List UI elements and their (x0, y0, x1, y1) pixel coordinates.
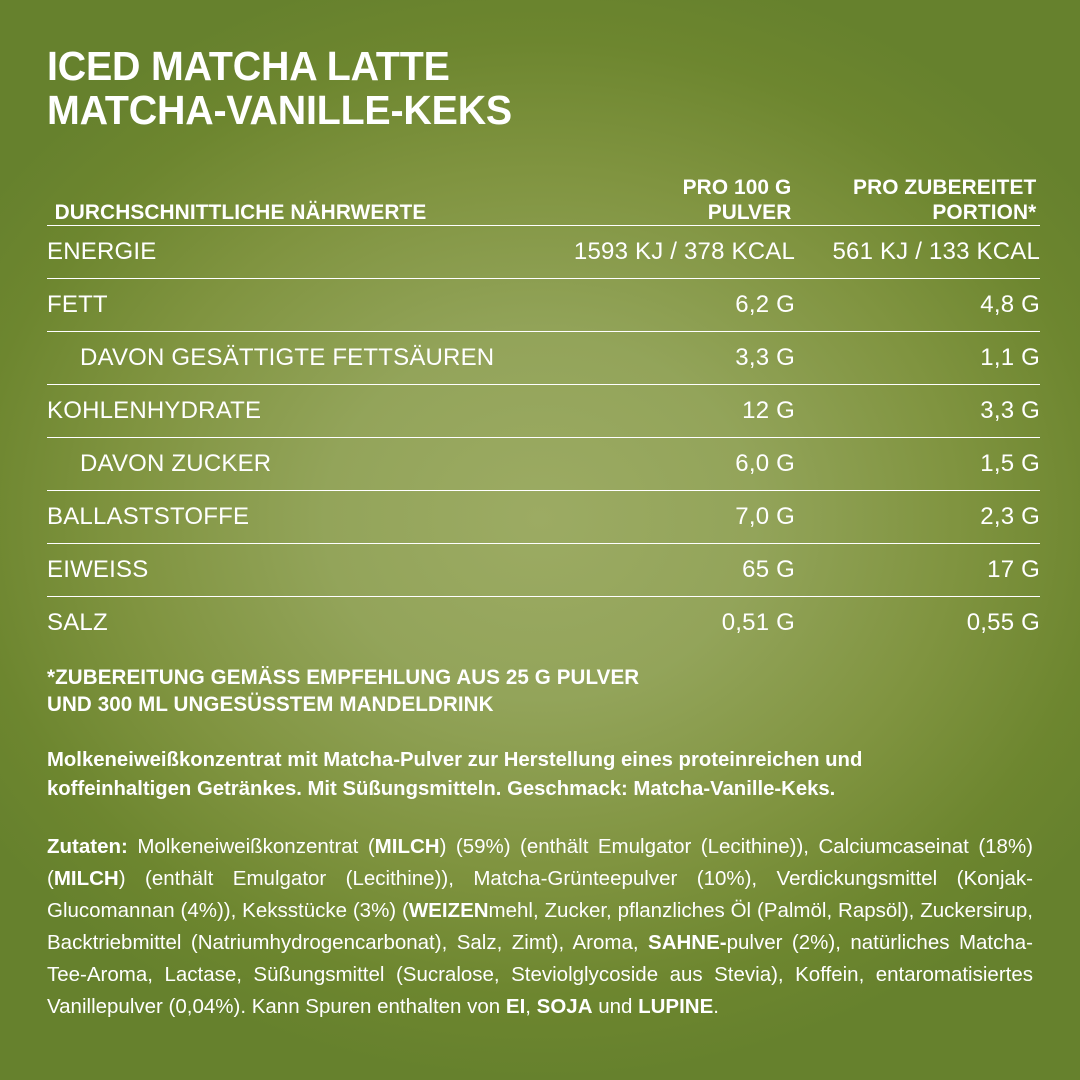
nutrient-value-per-100g: 7,0 G (552, 491, 795, 544)
nutrient-label: BALLASTSTOFFE (47, 491, 552, 544)
nutrient-value-per-100g: 12 G (552, 385, 795, 438)
product-title-line-1: ICED MATCHA LATTE (47, 43, 450, 89)
table-row (47, 385, 1040, 438)
allergen-emphasis: MILCH (53, 867, 119, 890)
allergen-emphasis: EI (505, 995, 526, 1018)
nutrient-value-per-portion: 561 KJ / 133 KCAL (795, 226, 1040, 279)
nutrient-label: EIWEISS (47, 544, 552, 597)
allergen-emphasis: WEIZEN (408, 899, 489, 922)
ingredient-text-run: und (592, 995, 639, 1018)
header-per-100g-line-2: PULVER (707, 200, 792, 224)
nutrition-table-body (47, 226, 1040, 650)
preparation-footnote-line-1: *ZUBEREITUNG GEMÄSS EMPFEHLUNG AUS 25 G PULVER (47, 666, 640, 689)
header-per-100g-line-1: PRO 100 G (682, 175, 792, 199)
table-row (47, 279, 1040, 332)
nutrient-value-per-100g: 6,0 G (552, 438, 795, 491)
allergen-emphasis: MILCH (374, 835, 440, 858)
ingredients-heading: Zutaten: (47, 835, 128, 858)
preparation-footnote-line-2: UND 300 ML UNGESÜSSTEM MANDELDRINK (47, 693, 494, 716)
table-row (47, 597, 1040, 650)
nutrient-value-per-portion: 1,1 G (795, 332, 1040, 385)
ingredient-text-run: Molkeneiweißkonzentrat ( (127, 835, 375, 858)
nutrient-value-per-portion: 3,3 G (795, 385, 1040, 438)
nutrient-value-per-portion: 2,3 G (795, 491, 1040, 544)
nutrient-value-per-100g: 6,2 G (552, 279, 795, 332)
nutrient-value-per-100g: 1593 KJ / 378 KCAL (552, 226, 795, 279)
product-title (47, 0, 1033, 132)
ingredient-text-run: , (525, 995, 537, 1018)
ingredients-text (47, 835, 1033, 1018)
ingredient-text-run: ) (59%) (enthält Emulgator (Lecithine)), Calciumcaseinat (18%) ( (47, 835, 1034, 890)
nutrient-label: KOHLENHYDRATE (47, 385, 552, 438)
ingredient-text-run: . (713, 995, 719, 1018)
nutrient-label: FETT (47, 279, 552, 332)
header-per-portion-line-2: PORTION* (932, 200, 1037, 224)
table-row (47, 438, 1040, 491)
nutrient-value-per-portion: 17 G (795, 544, 1040, 597)
table-row (47, 332, 1040, 385)
table-header-row (47, 175, 1040, 226)
table-row (47, 226, 1040, 279)
table-row (47, 491, 1040, 544)
header-per-portion-line-1: PRO ZUBEREITET (853, 175, 1037, 199)
nutrient-label: SALZ (47, 597, 552, 650)
ingredient-text-run: mehl, Zucker, pflanzliches Öl (Palmöl, Rapsöl), Zuckersirup, Backtriebmittel (Natriumhydrogencarbonat), Salz, Zimt), Aroma, (47, 899, 1033, 954)
nutrient-value-per-100g: 0,51 G (552, 597, 795, 650)
ingredients-paragraph (47, 831, 1033, 1023)
nutrient-value-per-portion: 0,55 G (795, 597, 1040, 650)
ingredient-text-run: pulver (2%), natürliches Matcha-Tee-Aroma, Lactase, Süßungsmittel (Sucralose, Steviolglycoside aus Stevia), Koffein, entaromatisiertes Vanillepulver (0,04%). Kann Spuren enthalten von (47, 931, 1033, 1018)
nutrition-table (47, 175, 1040, 649)
header-per-portion (799, 175, 1037, 226)
nutrient-value-per-100g: 65 G (552, 544, 795, 597)
table-row (47, 544, 1040, 597)
allergen-emphasis: SOJA (536, 995, 593, 1018)
nutrient-label: DAVON ZUCKER (47, 438, 552, 491)
nutrition-table-header (47, 175, 1040, 226)
allergen-emphasis: LUPINE (638, 995, 714, 1018)
nutrient-value-per-100g: 3,3 G (552, 332, 795, 385)
nutrient-value-per-portion: 4,8 G (795, 279, 1040, 332)
product-description: Molkeneiweißkonzentrat mit Matcha-Pulver zur Herstellung eines proteinreichen und koffeinhaltigen Getränkes. Mit Süßungsmitteln. Geschmack: Matcha-Vanille-Keks. (47, 748, 863, 800)
header-nutrients-label: DURCHSCHNITTLICHE NÄHRWERTE (54, 200, 427, 224)
nutrient-label: ENERGIE (47, 226, 552, 279)
ingredient-text-run: ) (enthält Emulgator (Lecithine)), Matcha-Grünteepulver (10%), Verdickungsmittel (Konjak-Glucomannan (4%)), Keksstücke (3%) ( (47, 867, 1033, 922)
nutrient-label: DAVON GESÄTTIGTE FETTSÄUREN (47, 332, 552, 385)
nutrient-value-per-portion: 1,5 G (795, 438, 1040, 491)
product-title-line-2: MATCHA-VANILLE-KEKS (47, 87, 512, 133)
preparation-footnote (47, 664, 1013, 718)
header-per-100g (556, 175, 792, 226)
allergen-emphasis: SAHNE- (648, 931, 727, 954)
